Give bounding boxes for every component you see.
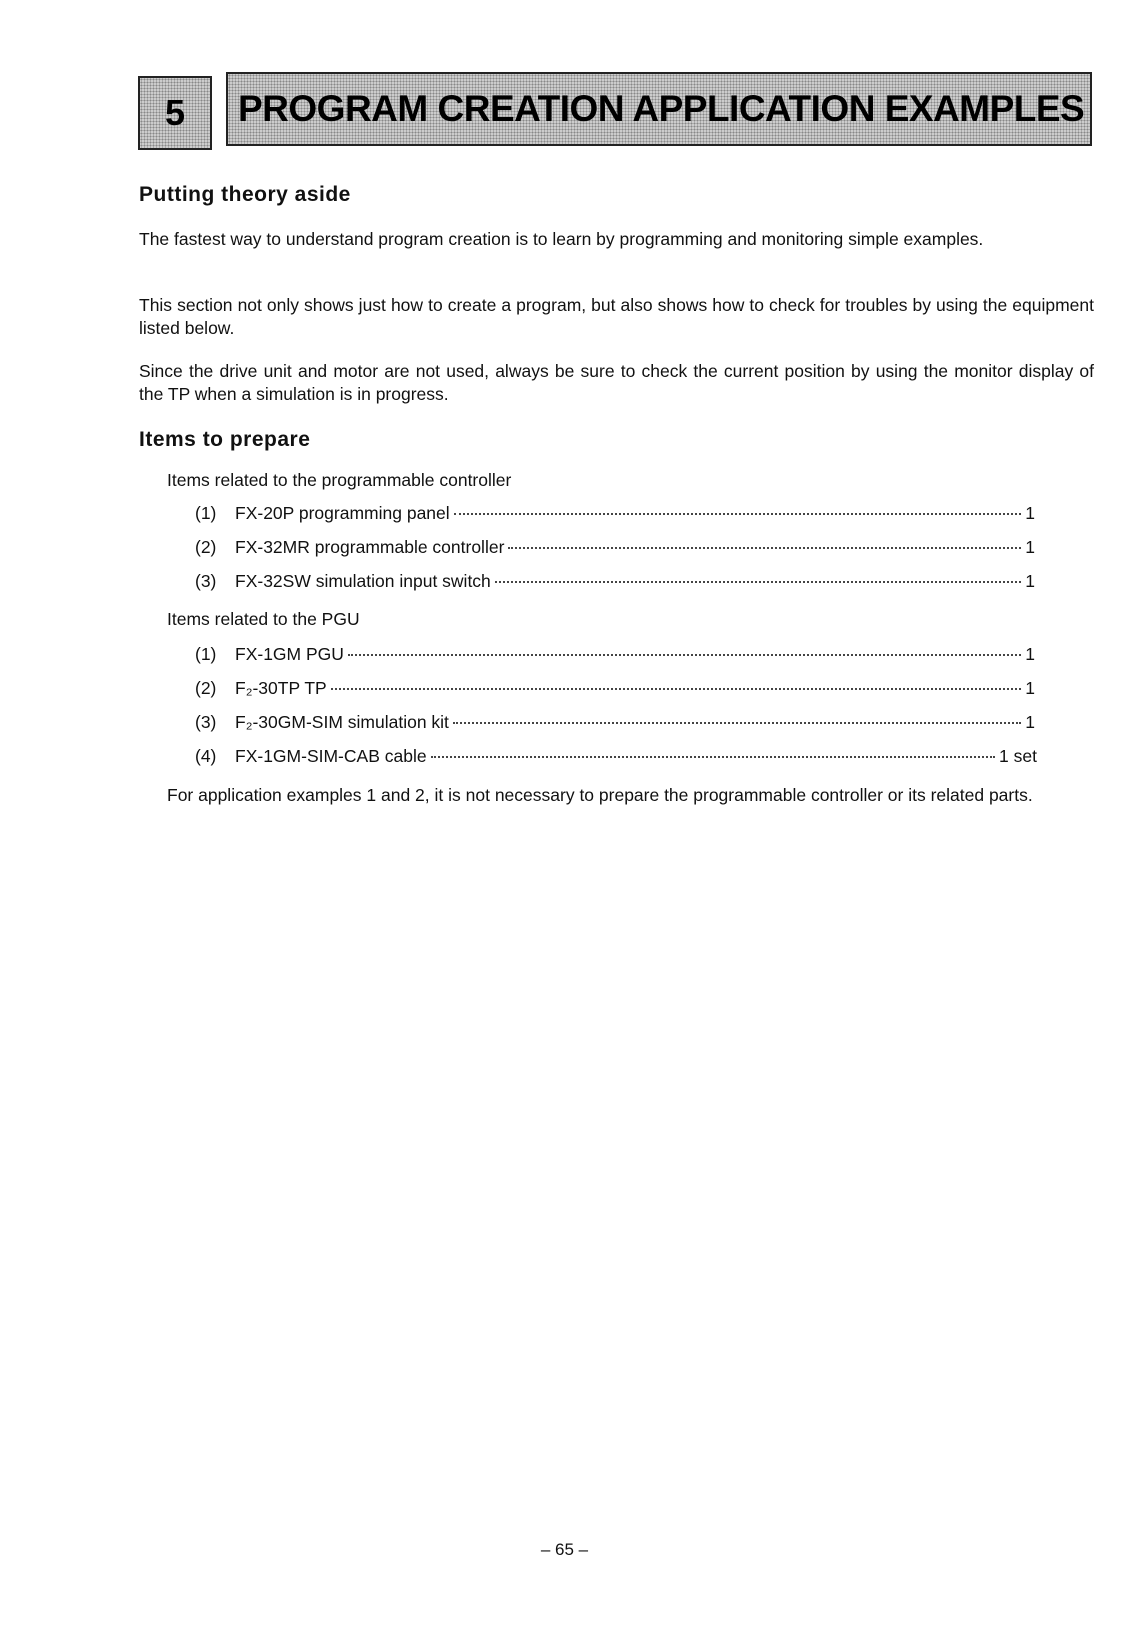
chapter-title: PROGRAM CREATION APPLICATION EXAMPLES	[226, 72, 1092, 146]
list-item	[195, 571, 1035, 592]
item-number: (1)	[195, 644, 217, 664]
item-number: (2)	[195, 537, 217, 557]
dot-leader	[508, 547, 1021, 549]
group-label: Items related to the programmable controller	[167, 470, 512, 490]
item-name: FX-1GM-SIM-CAB cable	[235, 746, 427, 766]
list-item	[195, 712, 1035, 733]
item-number: (2)	[195, 678, 217, 698]
group-label: Items related to the PGU	[167, 609, 360, 629]
item-qty: 1	[1025, 644, 1035, 664]
paragraph: This section not only shows just how to create a program, but also shows how to check for troubles by using the equipment listed below.	[139, 295, 1094, 338]
item-qty: 1	[1025, 678, 1035, 698]
item-qty: 1	[1025, 712, 1035, 732]
item-qty: 1	[1025, 571, 1035, 591]
item-qty: 1 set	[999, 746, 1037, 766]
section-heading-theory: Putting theory aside	[139, 183, 351, 206]
paragraph: The fastest way to understand program creation is to learn by programming and monitoring simple examples.	[139, 229, 984, 249]
dot-leader	[431, 756, 995, 758]
item-number: (3)	[195, 571, 217, 591]
item-name: FX-32SW simulation input switch	[235, 571, 491, 591]
item-name: FX-20P programming panel	[235, 503, 450, 523]
list-item	[195, 537, 1035, 558]
item-name: FX-1GM PGU	[235, 644, 344, 664]
section-heading-items: Items to prepare	[139, 428, 311, 451]
list-item	[195, 644, 1035, 665]
item-qty: 1	[1025, 503, 1035, 523]
dot-leader	[495, 581, 1021, 583]
paragraph: Since the drive unit and motor are not used, always be sure to check the current position by using the monitor display of the TP when a simulation is in progress.	[139, 361, 1094, 404]
list-item	[195, 678, 1035, 699]
item-name: F₂-30GM-SIM simulation kit	[235, 712, 449, 732]
chapter-number: 5	[138, 76, 212, 150]
item-name: FX-32MR programmable controller	[235, 537, 505, 557]
dot-leader	[331, 688, 1022, 690]
item-number: (3)	[195, 712, 217, 732]
dot-leader	[454, 513, 1022, 515]
item-number: (4)	[195, 746, 217, 766]
list-item	[195, 503, 1035, 524]
dot-leader	[453, 722, 1021, 724]
list-item	[195, 746, 1037, 767]
item-name: F₂-30TP TP	[235, 678, 327, 698]
item-number: (1)	[195, 503, 217, 523]
note: For application examples 1 and 2, it is not necessary to prepare the programmable controller or its related parts.	[167, 785, 1033, 805]
dot-leader	[348, 654, 1021, 656]
page-number: – 65 –	[540, 1540, 589, 1559]
item-qty: 1	[1025, 537, 1035, 557]
